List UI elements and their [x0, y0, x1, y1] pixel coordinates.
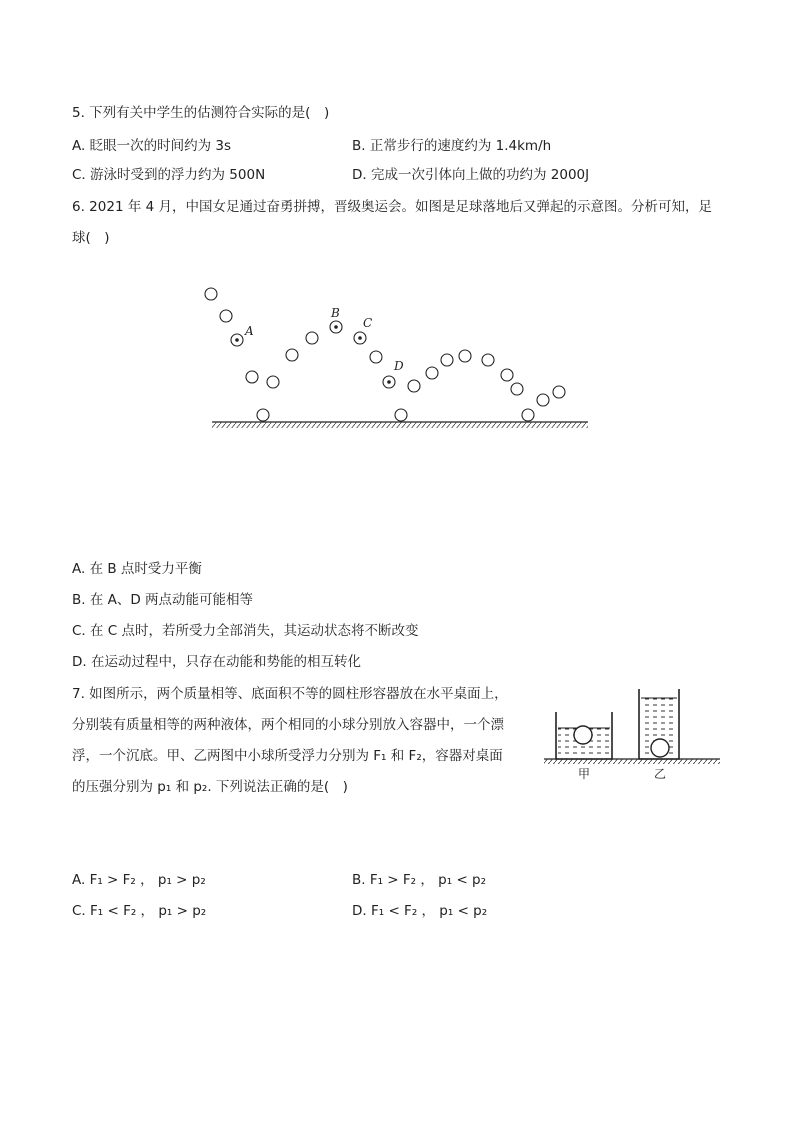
q6-stem-line2: 球( ): [72, 230, 110, 246]
label-a: A: [245, 324, 254, 338]
q7-stem-line4: 的压强分别为 p₁ 和 p₂. 下列说法正确的是( ): [72, 779, 348, 795]
q6-stem-line1: 6. 2021 年 4 月，中国女足通过奋勇拼搏，晋级奥运会。如图是足球落地后又弹起的示意图。分析可知，足: [72, 199, 712, 215]
ball: [257, 409, 269, 421]
ball: [501, 369, 513, 381]
ball: [306, 332, 318, 344]
ball: [370, 351, 382, 363]
q7-option-b: B. F₁ > F₂ ， p₁ < p₂: [352, 872, 487, 888]
container-jia: [556, 712, 612, 759]
ball: [522, 409, 534, 421]
q7-containers-figure: [540, 684, 724, 784]
ball: [511, 383, 523, 395]
ball: [286, 349, 298, 361]
q6-option-c: C. 在 C 点时，若所受力全部消失，其运动状态将不断改变: [72, 623, 419, 639]
floating-ball: [574, 726, 592, 744]
q5-option-c: C. 游泳时受到的浮力约为 500N: [72, 167, 266, 183]
q5-option-d: D. 完成一次引体向上做的功约为 2000J: [352, 167, 590, 183]
q7-stem-line2: 分别装有质量相等的两种液体，两个相同的小球分别放入容器中，一个漂: [72, 717, 504, 733]
ball: [267, 376, 279, 388]
label-jia: 甲: [578, 767, 591, 781]
ball: [246, 371, 258, 383]
q5-option-a: A. 眨眼一次的时间约为 3s: [72, 138, 231, 154]
q6-option-a: A. 在 B 点时受力平衡: [72, 561, 202, 577]
ball: [426, 367, 438, 379]
ground: [212, 422, 588, 428]
ball: [220, 310, 232, 322]
q7-option-a: A. F₁ > F₂ ， p₁ > p₂: [72, 872, 206, 888]
ball: [553, 386, 565, 398]
q6-bouncing-ball-figure: [200, 280, 600, 432]
q5-option-b: B. 正常步行的速度约为 1.4km/h: [352, 138, 552, 154]
ball: [537, 394, 549, 406]
container-yi: [639, 689, 679, 759]
q5-stem: 5. 下列有关中学生的估测符合实际的是( ): [72, 105, 330, 121]
ball: [482, 354, 494, 366]
q6-option-d: D. 在运动过程中，只存在动能和势能的相互转化: [72, 654, 361, 670]
ball: [205, 288, 217, 300]
q7-option-c: C. F₁ < F₂ ， p₁ > p₂: [72, 903, 207, 919]
label-b: B: [331, 306, 340, 320]
ball: [459, 350, 471, 362]
label-d: D: [394, 359, 404, 373]
label-yi: 乙: [654, 767, 667, 781]
ball: [395, 409, 407, 421]
ball: [441, 354, 453, 366]
label-c: C: [363, 316, 373, 330]
sunken-ball: [651, 739, 669, 757]
q7-stem-line3: 浮，一个沉底。甲、乙两图中小球所受浮力分别为 F₁ 和 F₂，容器对桌面: [72, 748, 503, 764]
q7-option-d: D. F₁ < F₂ ， p₁ < p₂: [352, 903, 488, 919]
q6-option-b: B. 在 A、D 两点动能可能相等: [72, 592, 254, 608]
ball: [408, 380, 420, 392]
q7-stem-line1: 7. 如图所示，两个质量相等、底面积不等的圆柱形容器放在水平桌面上，: [72, 686, 508, 702]
